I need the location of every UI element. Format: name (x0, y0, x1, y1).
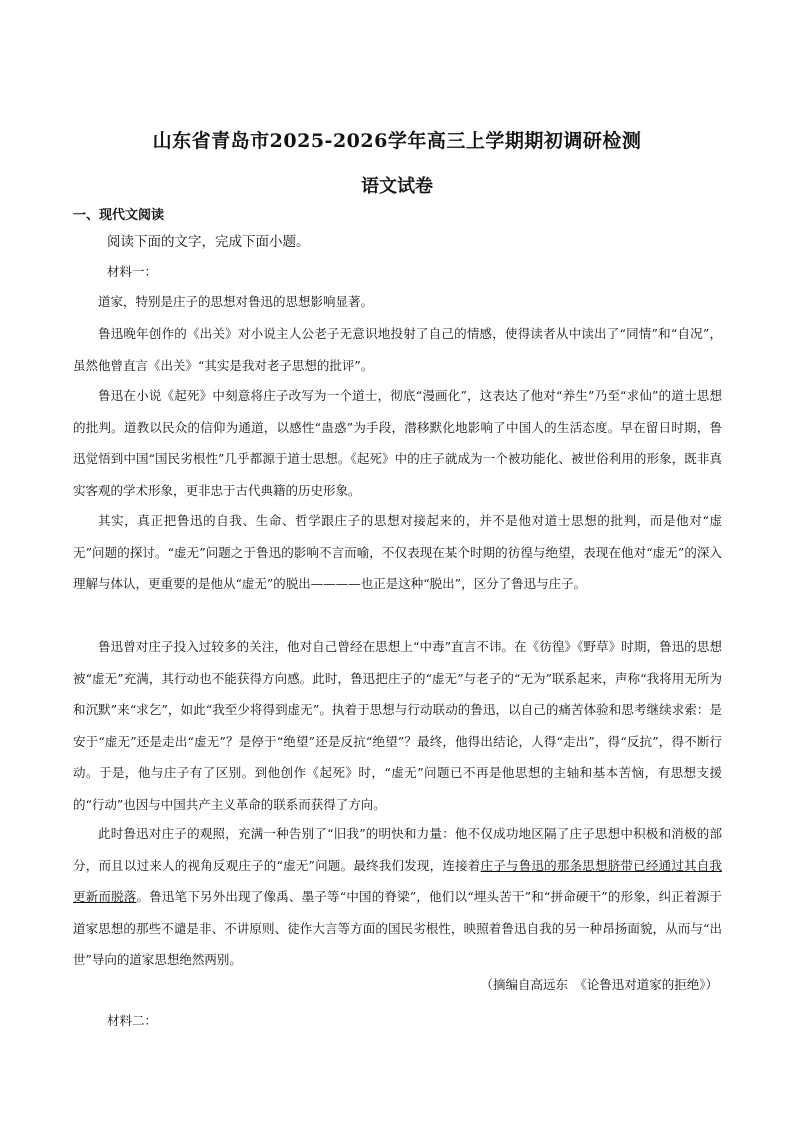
paragraph-4: 其实，真正把鲁迅的自我、生命、哲学跟庄子的思想对接起来的，并不是他对道士思想的批判，而是他对“虚无”问题的探讨。“虚无”问题之于鲁迅的影响不言而喻，不仅表现在某个时期的彷徨与绝望，表现在他对“虚无”的深入理解与体认，更重要的是他从“虚无”的脱出————也正是这种“脱出”，区分了鲁迅与庄子。 (73, 513, 722, 591)
reading-instruction: 阅读下面的文字，完成下面小题。 (107, 234, 310, 250)
underlined-sentence: 庄子与鲁迅的那条思想脐带已经通过其自我更新而脱落 (73, 857, 722, 904)
section-heading: 一、现代文阅读 (73, 208, 165, 223)
paragraph-6-text: 此时鲁迅对庄子的观照，充满一种告别了“旧我”的明快和力量：他不仅成功地区隔了庄子思想中积极和消极的部分，而且以过来人的视角反观庄子的“虚无”问题。最终我们发现，连接着 (73, 826, 722, 873)
paragraph-6 (73, 818, 722, 976)
exam-subtitle: 语文试卷 (361, 176, 433, 197)
exam-title: 山东省青岛市2025-2026学年高三上学期期初调研检测 (152, 130, 642, 152)
paragraph-5: 鲁迅曾对庄子投入过较多的关注，他对自己曾经在思想上“中毒”直言不讳。在《彷徨》《野草》时期，鲁迅的思想被“虚无”充满，其行动也不能获得方向感。此时，鲁迅把庄子的“虚无”与老子的“无为”联系起来，声称“我将用无所为和沉默”来“求乞”，如此“我至少将得到虚无”。执着于思想与行动联动的鲁迅，以自己的痛苦体验和思考继续求索：是安于“虚无”还是走出“虚无”？是停于“绝望”还是反抗“绝望”？最终，他得出结论，人得“走出”，得“反抗”，得不断行动。于是，他与庄子有了区别。到他创作《起死》时，“虚无”问题已不再是他思想的主轴和基本苦恼，有思想支援的“行动”也因与中国共产主义革命的联系而获得了方向。 (73, 639, 722, 812)
source-citation: （摘编自高远东 《论鲁迅对道家的拒绝》） (480, 977, 718, 992)
paragraph-1: 道家，特别是庄子的思想对鲁迅的思想影响显著。 (98, 294, 374, 309)
material-one-label: 材料一： (107, 264, 158, 279)
paragraph-6-text-end: 。鲁迅笔下另外出现了像禹、墨子等“中国的脊梁”，他们以“埋头苦干”和“拼命硬干”的形象，纠正着源于道家思想的那些不谴是非、不讲原则、徒作大言等方面的国民劣根性，映照着鲁迅自我的另一种昂扬面貌，从而与“出世”导向的道家思想绝然两别。 (73, 889, 722, 967)
paragraph-2: 鲁迅晚年创作的《出关》对小说主人公老子无意识地投射了自己的情感，使得读者从中读出了“同情”和“自况”，虽然他曾直言《出关》“其实是我对老子思想的批评”。 (73, 326, 722, 373)
paragraph-3: 鲁迅在小说《起死》中刻意将庄子改写为一个道士，彻底“漫画化”，这表达了他对“养生”乃至“求仙”的道士思想的批判。道教以民众的信仰为通道，以感性“蛊惑”为手段，潜移默化地影响了中国人的生活态度。早在留日时期，鲁迅觉悟到中国“国民劣根性”几乎都源于道士思想。《起死》中的庄子就成为一个被功能化、被世俗利用的形象，既非真实客观的学术形象，更非忠于古代典籍的历史形象。 (73, 388, 722, 498)
material-two-label: 材料二： (107, 1013, 158, 1028)
